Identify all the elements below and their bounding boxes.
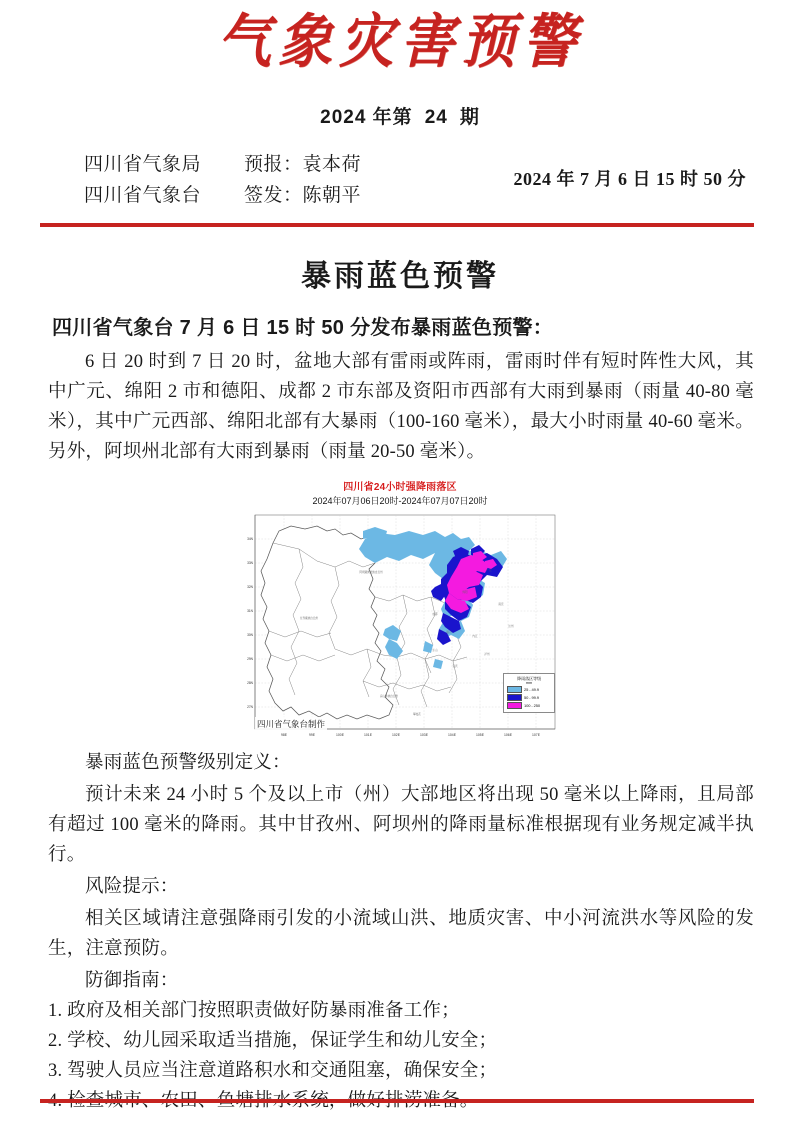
warning-title: 暴雨蓝色预警 <box>301 260 499 294</box>
organisation-columns <box>84 149 361 207</box>
svg-text:34N: 34N <box>247 537 253 542</box>
legend-swatch-light <box>507 686 522 693</box>
svg-text:99E: 99E <box>308 733 316 738</box>
svg-text:100E: 100E <box>336 733 344 738</box>
signer-role-label: 签发： <box>244 185 303 207</box>
legend-label-heavy: 100 - 250 <box>524 703 541 709</box>
forecast-row <box>84 149 361 176</box>
map-credit: 四川省气象台制作 <box>257 719 326 730</box>
legend-row <box>507 702 551 709</box>
risk-paragraph: 相关区域请注意强降雨引发的小流域山洪、地质灾害、中小河流洪水等风险的发生，注意预防。 <box>48 909 754 960</box>
forecaster-name: 袁本荷 <box>302 154 362 176</box>
svg-text:乐山: 乐山 <box>432 649 438 653</box>
svg-text:攀枝花: 攀枝花 <box>413 713 421 717</box>
risk-heading: 风险提示： <box>85 877 179 898</box>
svg-text:31N: 31N <box>247 609 253 614</box>
legend-title: 降雨落区等级 <box>517 676 541 682</box>
forecast-paragraph: 6 日 20 时到 7 日 20 时，盆地大部有雷雨或阵雨，雷雨时伴有短时阵性大风，其中广元、绵阳 2 市和德阳、成都 2 市东部及资阳市西部有大雨到暴雨（雨量 40-80 毫米），其中广元西部、绵阳北部有大暴雨（100-160 毫米），最大小时雨量 40-60 毫米。另外，阿坝州北部有大雨到暴雨（雨量 20-50 毫米）。 <box>48 352 754 463</box>
guide-item: 3. 驾驶人员应当注意道路积水和交通阻塞，确保安全； <box>48 1061 498 1082</box>
guide-heading: 防御指南： <box>85 971 179 992</box>
svg-text:绵阳: 绵阳 <box>462 591 468 595</box>
organisation-block <box>0 149 800 207</box>
svg-text:103E: 103E <box>420 733 428 738</box>
map-subtitle: 2024年07月06日20时-2024年07月07日20时 <box>312 496 488 507</box>
svg-text:甘孜藏族自治州: 甘孜藏族自治州 <box>299 617 319 621</box>
svg-text:宜宾: 宜宾 <box>452 665 458 669</box>
legend-unit: mm <box>525 681 533 686</box>
map-legend <box>503 673 555 713</box>
svg-text:内江: 内江 <box>472 635 478 639</box>
forecast-role-label: 预报： <box>244 154 303 176</box>
legend-row <box>507 686 551 693</box>
footer-divider <box>40 1099 754 1103</box>
signer-row <box>84 180 361 207</box>
svg-text:眉山: 眉山 <box>446 631 452 635</box>
legend-label-light: 25 - 49.9 <box>524 687 539 693</box>
svg-text:30N: 30N <box>247 633 253 638</box>
issue-suffix: 期 <box>459 107 480 129</box>
svg-text:32N: 32N <box>247 585 253 590</box>
map-title: 四川省24小时强降雨落区 <box>343 482 457 494</box>
page-title: 气象灾害预警 <box>217 9 583 75</box>
svg-text:南充: 南充 <box>498 603 504 607</box>
issue-number: 24 <box>424 107 448 129</box>
legend-swatch-medium <box>507 694 522 701</box>
masthead <box>0 0 800 75</box>
svg-text:广元: 广元 <box>486 569 492 573</box>
guide-item: 2. 学校、幼儿园采取适当措施，保证学生和幼儿安全； <box>48 1031 498 1052</box>
svg-text:27N: 27N <box>247 705 253 710</box>
issue-prefix: 2024 年第 <box>320 107 413 129</box>
svg-text:106E: 106E <box>504 733 512 738</box>
legend-swatch-heavy <box>507 702 522 709</box>
legend-label-medium: 50 - 99.9 <box>524 695 539 701</box>
svg-text:成都: 成都 <box>432 613 438 617</box>
definition-heading: 暴雨蓝色预警级别定义： <box>85 753 291 774</box>
svg-text:107E: 107E <box>532 733 540 738</box>
header-divider <box>40 223 754 227</box>
svg-text:104E: 104E <box>448 733 456 738</box>
svg-text:凉山彝族自治州: 凉山彝族自治州 <box>379 695 399 699</box>
signer-name: 陈朝平 <box>302 185 362 207</box>
svg-text:98E: 98E <box>280 733 288 738</box>
warning-lead: 四川省气象台 7 月 6 日 15 时 50 分发布暴雨蓝色预警： <box>52 317 554 340</box>
svg-text:105E: 105E <box>476 733 484 738</box>
svg-text:阿坝藏族羌族自治州: 阿坝藏族羌族自治州 <box>359 571 383 575</box>
svg-text:101E: 101E <box>364 733 372 738</box>
definition-paragraph: 预计未来 24 小时 5 个及以上市（州）大部地区将出现 50 毫米以上降雨，且局部有超过 100 毫米的降雨。其中甘孜州、阿坝州的降雨量标准根据现有业务规定减半执行。 <box>48 785 754 866</box>
issued-datetime: 2024 年 7 月 6 日 15 时 50 分 <box>513 169 746 190</box>
observatory-name: 四川省气象台 <box>84 185 202 207</box>
guide-item: 1. 政府及相关部门按照职责做好防暴雨准备工作； <box>48 1001 460 1022</box>
precipitation-map-figure <box>239 478 561 747</box>
svg-text:28N: 28N <box>247 681 253 686</box>
svg-text:33N: 33N <box>247 561 253 566</box>
bureau-name: 四川省气象局 <box>84 154 202 176</box>
legend-row <box>507 694 551 701</box>
svg-text:达州: 达州 <box>508 625 514 629</box>
map-canvas <box>239 509 561 747</box>
svg-text:102E: 102E <box>392 733 400 738</box>
svg-text:泸州: 泸州 <box>484 653 490 657</box>
svg-text:29N: 29N <box>247 657 253 662</box>
issue-line <box>0 102 800 129</box>
